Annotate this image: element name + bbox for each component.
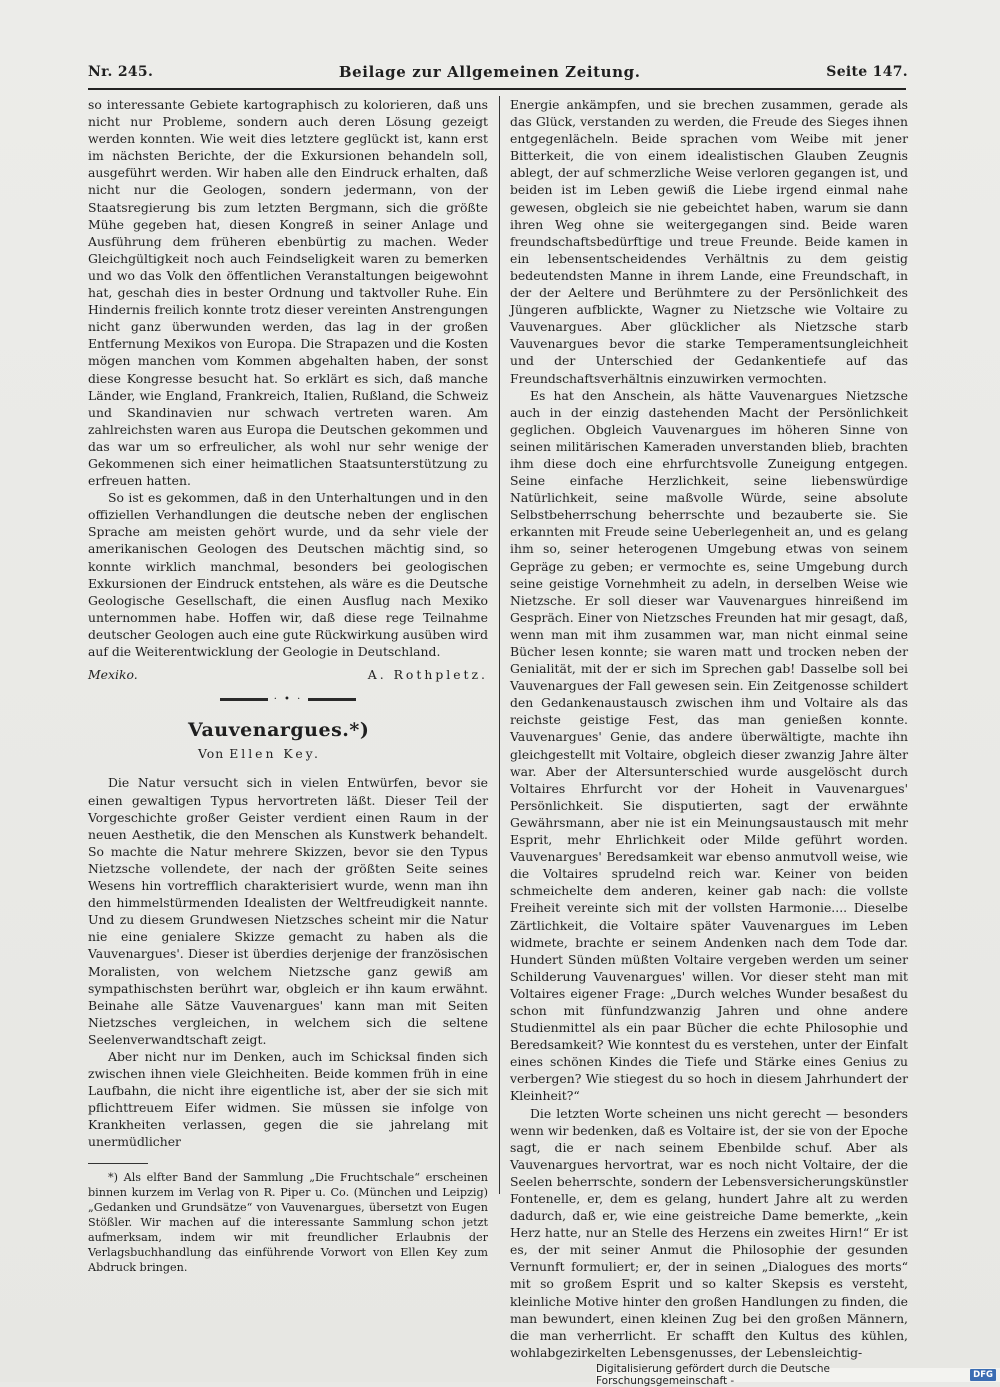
paragraph: Aber nicht nur im Denken, auch im Schicksal finden sich zwischen ihnen viele Gleichheiten. Beide kommen früh in eine Laufbahn, die nicht ihre eigentliche ist, aber der sie sich mit pflichttreuem Eifer widmen. Sie müssen sie infolge von Krankheiten verlassen, gegen die sie jahrelang mit unermüdlicher [88,1048,488,1150]
paragraph: Es hat den Anschein, als hätte Vauvenargues Nietzsche auch in der einzig dastehenden Macht der Persönlichkeit geglichen. Obgleich Vauvenargues im höheren Sinne von seinen militärischen Kameraden unverstanden blieb, brachten ihm diese doch eine ehrfurchtsvolle Zuneigung entgegen. Seine einfache Herzlichkeit, seine liebenswürdige Natürlichkeit, seine maßvolle Würde, seine absolute Selbstbeherrschung beherrschte und bezauberte sie. Sie erkannten mit Freude seine Ueberlegenheit an, und es gelang ihm so, seiner heterogenen Umgebung etwas von seinem Gepräge zu geben; er vermochte es, seine Umgebung durch seine geistige Vornehmheit zu adeln, in derselben Weise wie Nietzsche. Er soll dieser war Vauvenargues hinreißend im Gespräch. Einer von Nietzsches Freunden hat mir gesagt, daß, wenn man mit ihm zusammen war, man nicht einmal seine Bücher lesen konnte; sie waren matt und trocken neben der Genialität, mit der er sich im Sprechen gab! Dasselbe soll bei Vauvenargues der Fall gewesen sein. Ein Zeitgenosse schildert den Gedankenaustausch zwischen ihm und Voltaire als das reichste geistige Fest, das man genießen konnte. Vauvenargues' Genie, das andere überwältigte, machte ihn gleichgestellt mit Voltaire, obgleich dieser zwanzig Jahre älter war. Aber der Altersunterschied wurde ausgelöscht durch Voltaires Ehrfurcht vor der Hoheit in Vauvenargues' Persönlichkeit. Sie disputierten, sagt der erwähnte Gewährsmann, aber nie ist ein Meinungsaustausch mit mehr Esprit, mehr Ehrlichkeit oder Milde geführt worden. Vauvenargues' Beredsamkeit war ebenso anmutvoll weise, wie die Voltaires sprudelnd reich war. Keiner von beiden schmeichelte dem anderen, keiner gab nach: die vollste Freiheit vereinte sich mit der vollsten Harmonie.... Dieselbe Zärtlichkeit, die Voltaire später Vauvenargues im Leben widmete, brachte er seinem Andenken nach dem Tode dar. Hundert Sünden müßten Voltaire vergeben werden um seiner Schilderung Vauvenargues' willen. Vor dieser steht man mit Voltaires eigener Frage: „Durch welches Wunder besaßest du schon mit fünfundzwanzig Jahren und ohne andere Studienmittel als ein paar Bücher die echte Philosophie und Beredsamkeit? Wie konntest du es verstehen, unter der Einfalt eines schönen Kindes die Tiefe und Stärke eines Genius zu verbergen? Wie stiegest du so hoch in diesem Jahrhundert der Kleinheit?“ [510,387,908,1104]
credit-text: Digitalisierung gefördert durch die Deutsche Forschungsgemeinschaft - [596,1363,830,1387]
byline-author: Ellen Key. [229,746,321,762]
paragraph: Energie ankämpfen, und sie brechen zusammen, gerade als das Glück, verstanden zu werden, die Freude des Sieges ihnen entgegenlächeln. Beide sprachen vom Weibe mit jener Bitterkeit, die von einem idealistischen Glauben Zeugnis ablegt, der auf schmerzliche Weise verloren gegangen ist, und beiden ist im Leben gewiß die Liebe irgend einmal nahe gewesen, obgleich sie nie gebeichtet haben, warum sie dann ihren Weg ohne sie weitergegangen sind. Beide waren freundschaftsbedürftige und treue Freunde. Beide kamen in ein lebensentscheidendes Verhältnis zu dem geistig bedeutendsten Manne in ihrem Lande, eine Freundschaft, in der der Aeltere und Berühmtere zu der Persönlichkeit des Jüngeren aufblickte, Wagner zu Nietzsche wie Voltaire zu Vauvenargues. Aber glücklicher als Nietzsche starb Vauvenargues bevor die starke Temperamentsungleichheit und der Unterschied der Gedankentiefe auf das Freundschaftsverhältnis einzuwirken vermochten. [510,97,908,386]
ornament-bar [308,698,356,701]
issue-number: Nr. 245. [88,64,154,80]
column-divider [499,96,500,1194]
ornament-dots: · • · [273,694,303,706]
paragraph: So ist es gekommen, daß in den Unterhaltungen und in den offiziellen Verhandlungen die deutsche neben der englischen Sprache am meisten gehört wurde, und da sehr viele der amerikanischen Geologen des Deutschen mächtig sind, so konnte wirklich manchmal, besonders bei geologischen Exkursionen der Eindruck entstehen, als wäre es die Deutsche Geologische Gesellschaft, die einen Ausflug nach Mexiko unternommen habe. Hoffen wir, daß diese rege Teilnahme deutscher Geologen auch eine gute Rückwirkung ausüben wird auf die Weiterentwicklung der Geologie in Deutschland. [88,490,488,659]
header-rule [88,88,906,90]
paragraph: Die letzten Worte scheinen uns nicht gerecht — besonders wenn wir bedenken, daß es Voltaire ist, der sie von der Epoche sagt, die er nach seinem Ebenbilde schuf. Aber als Vauvenargues hervortrat, war es noch nicht Voltaire, der die Seelen beherrschte, sondern der Lebensversicherungskünstler Fontenelle, er, dem es gelang, hundert Jahre alt zu werden dadurch, daß er, wie eine geistreiche Dame bemerkte, „kein Herz hatte, nur an Stelle des Herzens ein zweites Hirn!“ Er ist es, der mit seiner Anmut die Philosophie der gesunden Vernunft formuliert; er, der in seinen „Dialogues des morts“ mit so großem Esprit und so kalter Skepsis es versteht, kleinliche Motive hinter den großen Handlungen zu finden, die man bewundert, einen kleinen Zug bei den großen Männern, die man verherrlicht. Er schafft den Kultus des kühlen, wohlabgezirkelten Lebensgenusses, der Lebensleichtig- [510,1105,908,1360]
right-column [510,96,908,1361]
page-header [88,58,908,86]
paragraph: so interessante Gebiete kartographisch zu kolorieren, daß uns nicht nur Probleme, sondern auch deren Lösung gezeigt werden konnten. Wie weit dies letztere geglückt ist, kann erst im nächsten Berichte, der die Exkursionen behandeln soll, ausgeführt werden. Wir haben alle den Eindruck erhalten, daß nicht nur die Geologen, sondern jedermann, von der Staatsregierung bis zum letzten Bergmann, sich die größte Mühe gegeben hat, diesen Kongreß in seiner Anlage und Ausführung dem früheren ebenbürtig zu machen. Weder Gleichgültigkeit noch auch Feindseligkeit waren zu bemerken und wo das Volk den öffentlichen Veranstaltungen beigewohnt hat, geschah dies in bester Ordnung und taktvoller Ruhe. Ein Hindernis freilich konnte trotz dieser vereinten Anstrengungen nicht ganz überwunden werden, das lag in der großen Entfernung Mexikos von Europa. Die Strapazen und die Kosten mögen manchen vom Kommen abgehalten haben, der sonst diese Kongresse besucht hat. So erklärt es sich, daß manche Länder, wie England, Frankreich, Italien, Rußland, die Schweiz und Skandinavien nur schwach vertreten waren. Am zahlreichsten waren aus Europa die Deutschen gekommen und das war um so erfreulicher, als wohl nur sehr wenige der Gekommenen sich einer heimatlichen Staatsunterstützung zu erfreuen hatten. [88,97,488,489]
dfg-logo: DFG [970,1369,996,1381]
page-number: Seite 147. [826,64,908,80]
footnote-rule [88,1163,148,1164]
footnote: *) Als elfter Band der Sammlung „Die Fruchtschale“ erscheinen binnen kurzem im Verlag von R. Piper u. Co. (München und Leipzig) „Gedanken und Grundsätze“ von Vauvenargues, übersetzt von Eugen Stößler. Wir machen auf die interessante Sammlung schon jetzt aufmerksam, indem wir mit freundlicher Erlaubnis der Verlagsbuchhandlung das einführende Vorwort von Ellen Key zum Abdruck bringen. [88,1170,488,1274]
paragraph: Die Natur versucht sich in vielen Entwürfen, bevor sie einen gewaltigen Typus hervortreten läßt. Dieser Teil der Vorgeschichte großer Geister verdient einen Raum in der neuen Aesthetik, die den Menschen als Kunstwerk behandelt. So machte die Natur mehrere Skizzen, bevor sie den Typus Nietzsche vollendete, der nach der größten Seite seines Wesens hin vortrefflich charakterisiert wurde, wenn man ihn den himmelstürmenden Idealisten der Weltfreudigkeit nannte. Und zu diesem Grundwesen Nietzsches scheint mir die Natur nie eine genialere Skizze gemacht zu haben als die Vauvenargues'. Dieser ist überdies derjenige der französischen Moralisten, von welchem Nietzsche ganz gewiß am sympathischsten berührt war, obgleich er ihn kaum erwähnt. Beinahe alle Sätze Vauvenargues' kann man mit Seiten Nietzsches vergleichen, in welchem sich die seltene Seelenverwandtschaft zeigt. [88,775,488,1047]
article-title: Vauvenargues.*) [188,719,370,742]
digitization-credit [596,1363,1000,1387]
newspaper-title: Beilage zur Allgemeinen Zeitung. [338,63,641,81]
signature [88,666,488,683]
article-byline [198,745,488,762]
section-ornament [88,691,488,708]
byline-prefix: Von [198,746,225,762]
left-column [88,96,488,1275]
signature-author: A. Rothpletz. [367,667,488,683]
ornament-bar [220,698,268,701]
signature-place: Mexiko. [88,667,138,683]
